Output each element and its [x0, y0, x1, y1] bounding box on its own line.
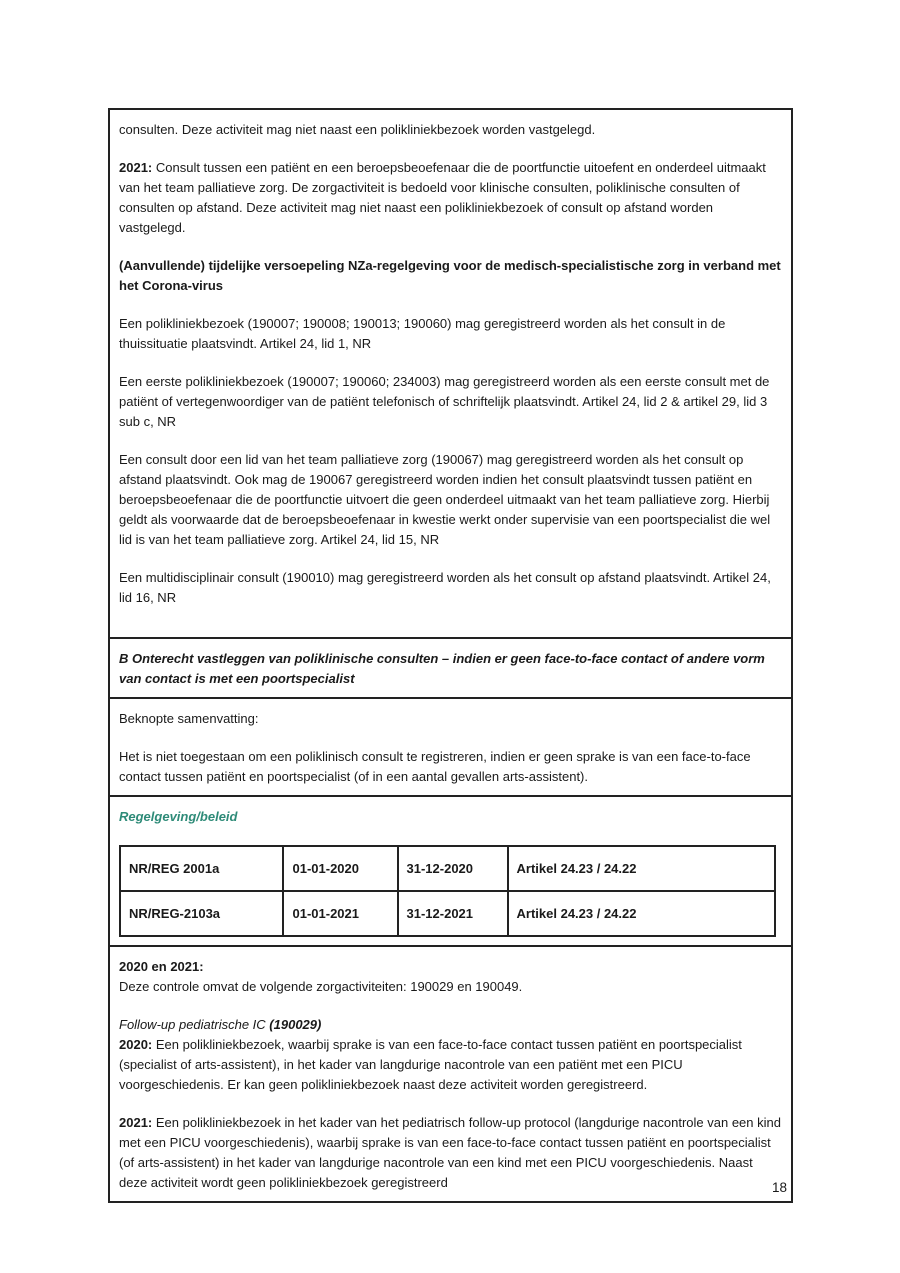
cell-end-date: 31-12-2020 — [398, 846, 508, 891]
section-b-heading — [110, 637, 791, 697]
regulation-table — [119, 845, 776, 937]
control-intro: Deze controle omvat de volgende zorgactiviteiten: 190029 en 190049. — [119, 979, 523, 994]
paragraph-2020-followup-text: Een polikliniekbezoek, waarbij sprake is van een face-to-face contact tussen patiënt en poortspecialist (specialist of arts-assistent), in het kader van langdurige nacontrole van een patiënt met een PICU voorgeschiedenis. Er kan geen polikliniekbezoek naast deze activiteit worden geregistreerd. — [119, 1037, 742, 1092]
control-years-heading: 2020 en 2021: — [119, 959, 204, 974]
section-control-scope — [110, 945, 791, 1201]
paragraph-2021-followup — [119, 1113, 781, 1193]
cell-regulation-code: NR/REG 2001a — [120, 846, 283, 891]
paragraph-2021-consult-text: Consult tussen een patiënt en een beroepsbeoefenaar die de poortfunctie uitoefent en onderdeel uitmaakt van het team palliatieve zorg. De zorgactiviteit is bedoeld voor klinische consulten, poliklinische consulten of consulten op afstand. Deze activiteit mag niet naast een polikliniekbezoek of consult op afstand worden vastgelegd. — [119, 160, 766, 235]
section-regulation — [110, 795, 791, 945]
control-point-b-title: B Onterecht vastleggen van poliklinische consulten – indien er geen face-to-face contact of andere vorm van contact is met een poortspecialist — [119, 651, 765, 686]
paragraph-2021-consult — [119, 158, 781, 238]
cell-start-date: 01-01-2021 — [283, 891, 397, 936]
summary-label: Beknopte samenvatting: — [119, 711, 259, 726]
year-prefix-2021: 2021: — [119, 160, 153, 175]
table-row — [120, 846, 775, 891]
followup-title-line — [119, 1015, 781, 1035]
summary-body: Het is niet toegestaan om een poliklinisch consult te registreren, indien er geen sprake is van een face-to-face contact tussen patiënt en poortspecialist (of in een aantal gevallen arts-assistent). — [119, 749, 751, 784]
paragraph-continuation: consulten. Deze activiteit mag niet naast een polikliniekbezoek worden vastgelegd. — [119, 122, 596, 137]
heading-corona-relaxation: (Aanvullende) tijdelijke versoepeling NZa-regelgeving voor de medisch-specialistische zorg in verband met het Corona-virus — [119, 258, 781, 293]
paragraph-palliatieve-zorg: Een consult door een lid van het team palliatieve zorg (190067) mag geregistreerd worden als het consult op afstand plaatsvindt. Ook mag de 190067 geregistreerd worden indien het consult plaatsvindt tussen patiënt en beroepsbeoefenaar die de poortfunctie uitvoert die geen onderdeel uitmaakt van het team palliatieve zorg. Hierbij geldt als voorwaarde dat de beroepsbeoefenaar in kwestie werkt onder supervisie van een poortspecialist die wel lid is van het team palliatieve zorg. Artikel 24, lid 15, NR — [119, 452, 771, 547]
cell-end-date: 31-12-2021 — [398, 891, 508, 936]
table-row — [120, 891, 775, 936]
followup-code: (190029) — [269, 1017, 322, 1032]
cell-article: Artikel 24.23 / 24.22 — [508, 846, 775, 891]
section-consult-rules — [110, 110, 791, 637]
paragraph-2021-followup-text: Een polikliniekbezoek in het kader van het pediatrisch follow-up protocol (langdurige nacontrole van een kind met een PICU voorgeschiedenis), waarbij sprake is van een face-to-face contact tussen patiënt en poortspecialist (of arts-assistent) in het kader van langdurige nacontrole van een kind met een PICU voorgeschiedenis. Naast deze activiteit wordt geen polikliniekbezoek geregistreerd — [119, 1115, 781, 1190]
paragraph-eerste-polikliniekbezoek: Een eerste polikliniekbezoek (190007; 190060; 234003) mag geregistreerd worden als een eerste consult met de patiënt of vertegenwoordiger van de patiënt telefonisch of schriftelijk plaatsvindt. Artikel 24, lid 2 & artikel 29, lid 3 sub c, NR — [119, 374, 770, 429]
regulation-heading: Regelgeving/beleid — [119, 809, 238, 824]
followup-title: Follow-up pediatrische IC — [119, 1017, 270, 1032]
document-frame — [108, 108, 793, 1203]
cell-article: Artikel 24.23 / 24.22 — [508, 891, 775, 936]
paragraph-multidisciplinair: Een multidisciplinair consult (190010) mag geregistreerd worden als het consult op afstand plaatsvindt. Artikel 24, lid 16, NR — [119, 570, 771, 605]
section-summary — [110, 697, 791, 795]
year-prefix-2021: 2021: — [119, 1115, 153, 1130]
cell-regulation-code: NR/REG-2103a — [120, 891, 283, 936]
page-number: 18 — [772, 1180, 788, 1195]
paragraph-polikliniekbezoek: Een polikliniekbezoek (190007; 190008; 190013; 190060) mag geregistreerd worden als het consult in de thuissituatie plaatsvindt. Artikel 24, lid 1, NR — [119, 316, 726, 351]
year-prefix-2020: 2020: — [119, 1037, 153, 1052]
paragraph-2020-followup — [119, 1035, 781, 1095]
cell-start-date: 01-01-2020 — [283, 846, 397, 891]
